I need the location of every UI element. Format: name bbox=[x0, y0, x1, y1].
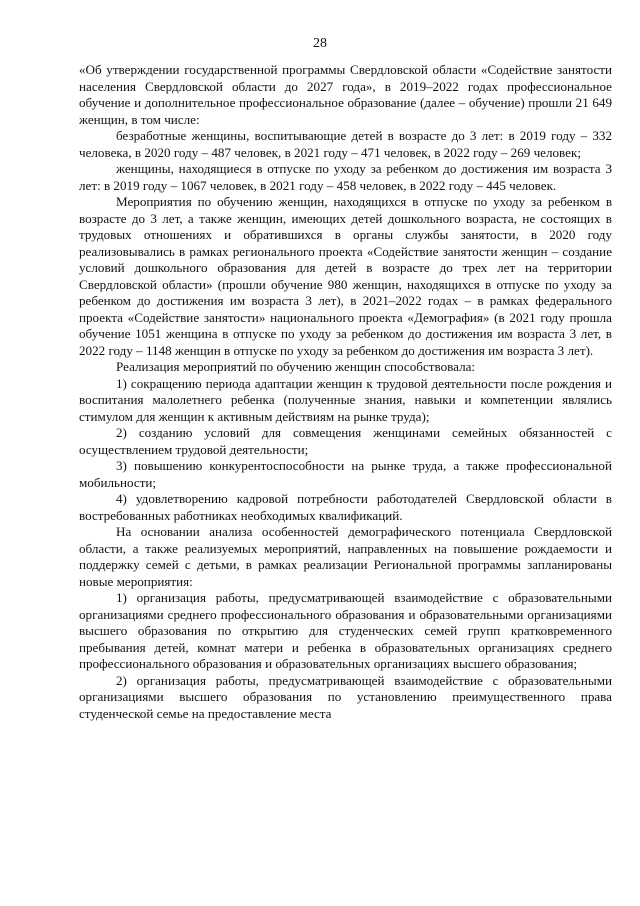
paragraph-women-on-leave: женщины, находящиеся в отпуске по уходу за ребенком до достижения им возраста 3 лет: в 2019 году – 1067 человек, в 2021 году – 458 человек, в 2022 году – 445 человек. bbox=[79, 161, 612, 193]
page-number: 28 bbox=[313, 36, 327, 51]
page-body bbox=[79, 62, 612, 722]
paragraph-new-measures: На основании анализа особенностей демографического потенциала Свердловской области, а также реализуемых мероприятий, направленных на повышение рождаемости и поддержку семей с детьми, в рамках реализации Региональной программы запланированы новые мероприятия: bbox=[79, 524, 612, 589]
list-item-family-balance: 2) созданию условий для совмещения женщинами семейных обязанностей с осуществлением трудовой деятельности; bbox=[79, 425, 612, 457]
paragraph-training-measures: Мероприятия по обучению женщин, находящихся в отпуске по уходу за ребенком в возрасте до 3 лет, а также женщин, имеющих детей дошкольного возраста, не состоящих в трудовых отношениях и обратившихся в органы службы занятости, в 2020 году реализовывались в рамках регионального проекта «Содействие занятости женщин – создание условий дошкольного образования для детей в возрасте до трех лет на территории Свердловской области» (прошли обучение 980 женщин, находящихся в отпуске по уходу за ребенком до достижения им возраста 3 лет), в 2021–2022 годах – в рамках федерального проекта «Содействие занятости» национального проекта «Демография» (в 2021 году прошла обучение 1051 женщина в отпуске по уходу за ребенком до достижения им возраста 3 лет, в 2022 году – 1148 женщин в отпуске по уходу за ребенком до достижения им возраста 3 лет). bbox=[79, 194, 612, 358]
list-item-adaptation: 1) сокращению периода адаптации женщин к трудовой деятельности после рождения и воспитания малолетнего ребенка (полученные знания, навыки и компетенции являлись стимулом для женщин к активным действиям на рынке труда); bbox=[79, 375, 612, 424]
paragraph-intro-continuation: «Об утверждении государственной программы Свердловской области «Содействие занятости населения Свердловской области до 2027 года», в 2019–2022 годах профессиональное обучение и дополнительное профессиональное образование (далее – обучение) прошли 21 649 женщин, в том числе: bbox=[79, 62, 612, 127]
paragraph-results-intro: Реализация мероприятий по обучению женщин способствовала: bbox=[116, 359, 476, 374]
list-item-staffing: 4) удовлетворению кадровой потребности работодателей Свердловской области в востребованных работниках необходимых квалификаций. bbox=[79, 491, 612, 523]
list-item-student-family-priority: 2) организация работы, предусматривающей взаимодействие с образовательными организациями высшего образования по установлению преимущественного права студенческой семье на предоставление места bbox=[79, 672, 612, 721]
list-item-competitiveness: 3) повышению конкурентоспособности на рынке труда, а также профессиональной мобильности; bbox=[79, 458, 612, 490]
list-item-student-family-groups: 1) организация работы, предусматривающей взаимодействие с образовательными организациями среднего профессионального образования и образовательными организациями высшего образования по открытию для студенческих семей групп кратковременного пребывания детей, комнат матери и ребенка в образовательных организациях среднего профессионального образования и образовательных организациях высшего образования; bbox=[79, 590, 612, 671]
paragraph-unemployed-women: безработные женщины, воспитывающие детей в возрасте до 3 лет: в 2019 году – 332 человека, в 2020 году – 487 человек, в 2021 году – 471 человек, в 2022 году – 269 человек; bbox=[79, 128, 612, 160]
